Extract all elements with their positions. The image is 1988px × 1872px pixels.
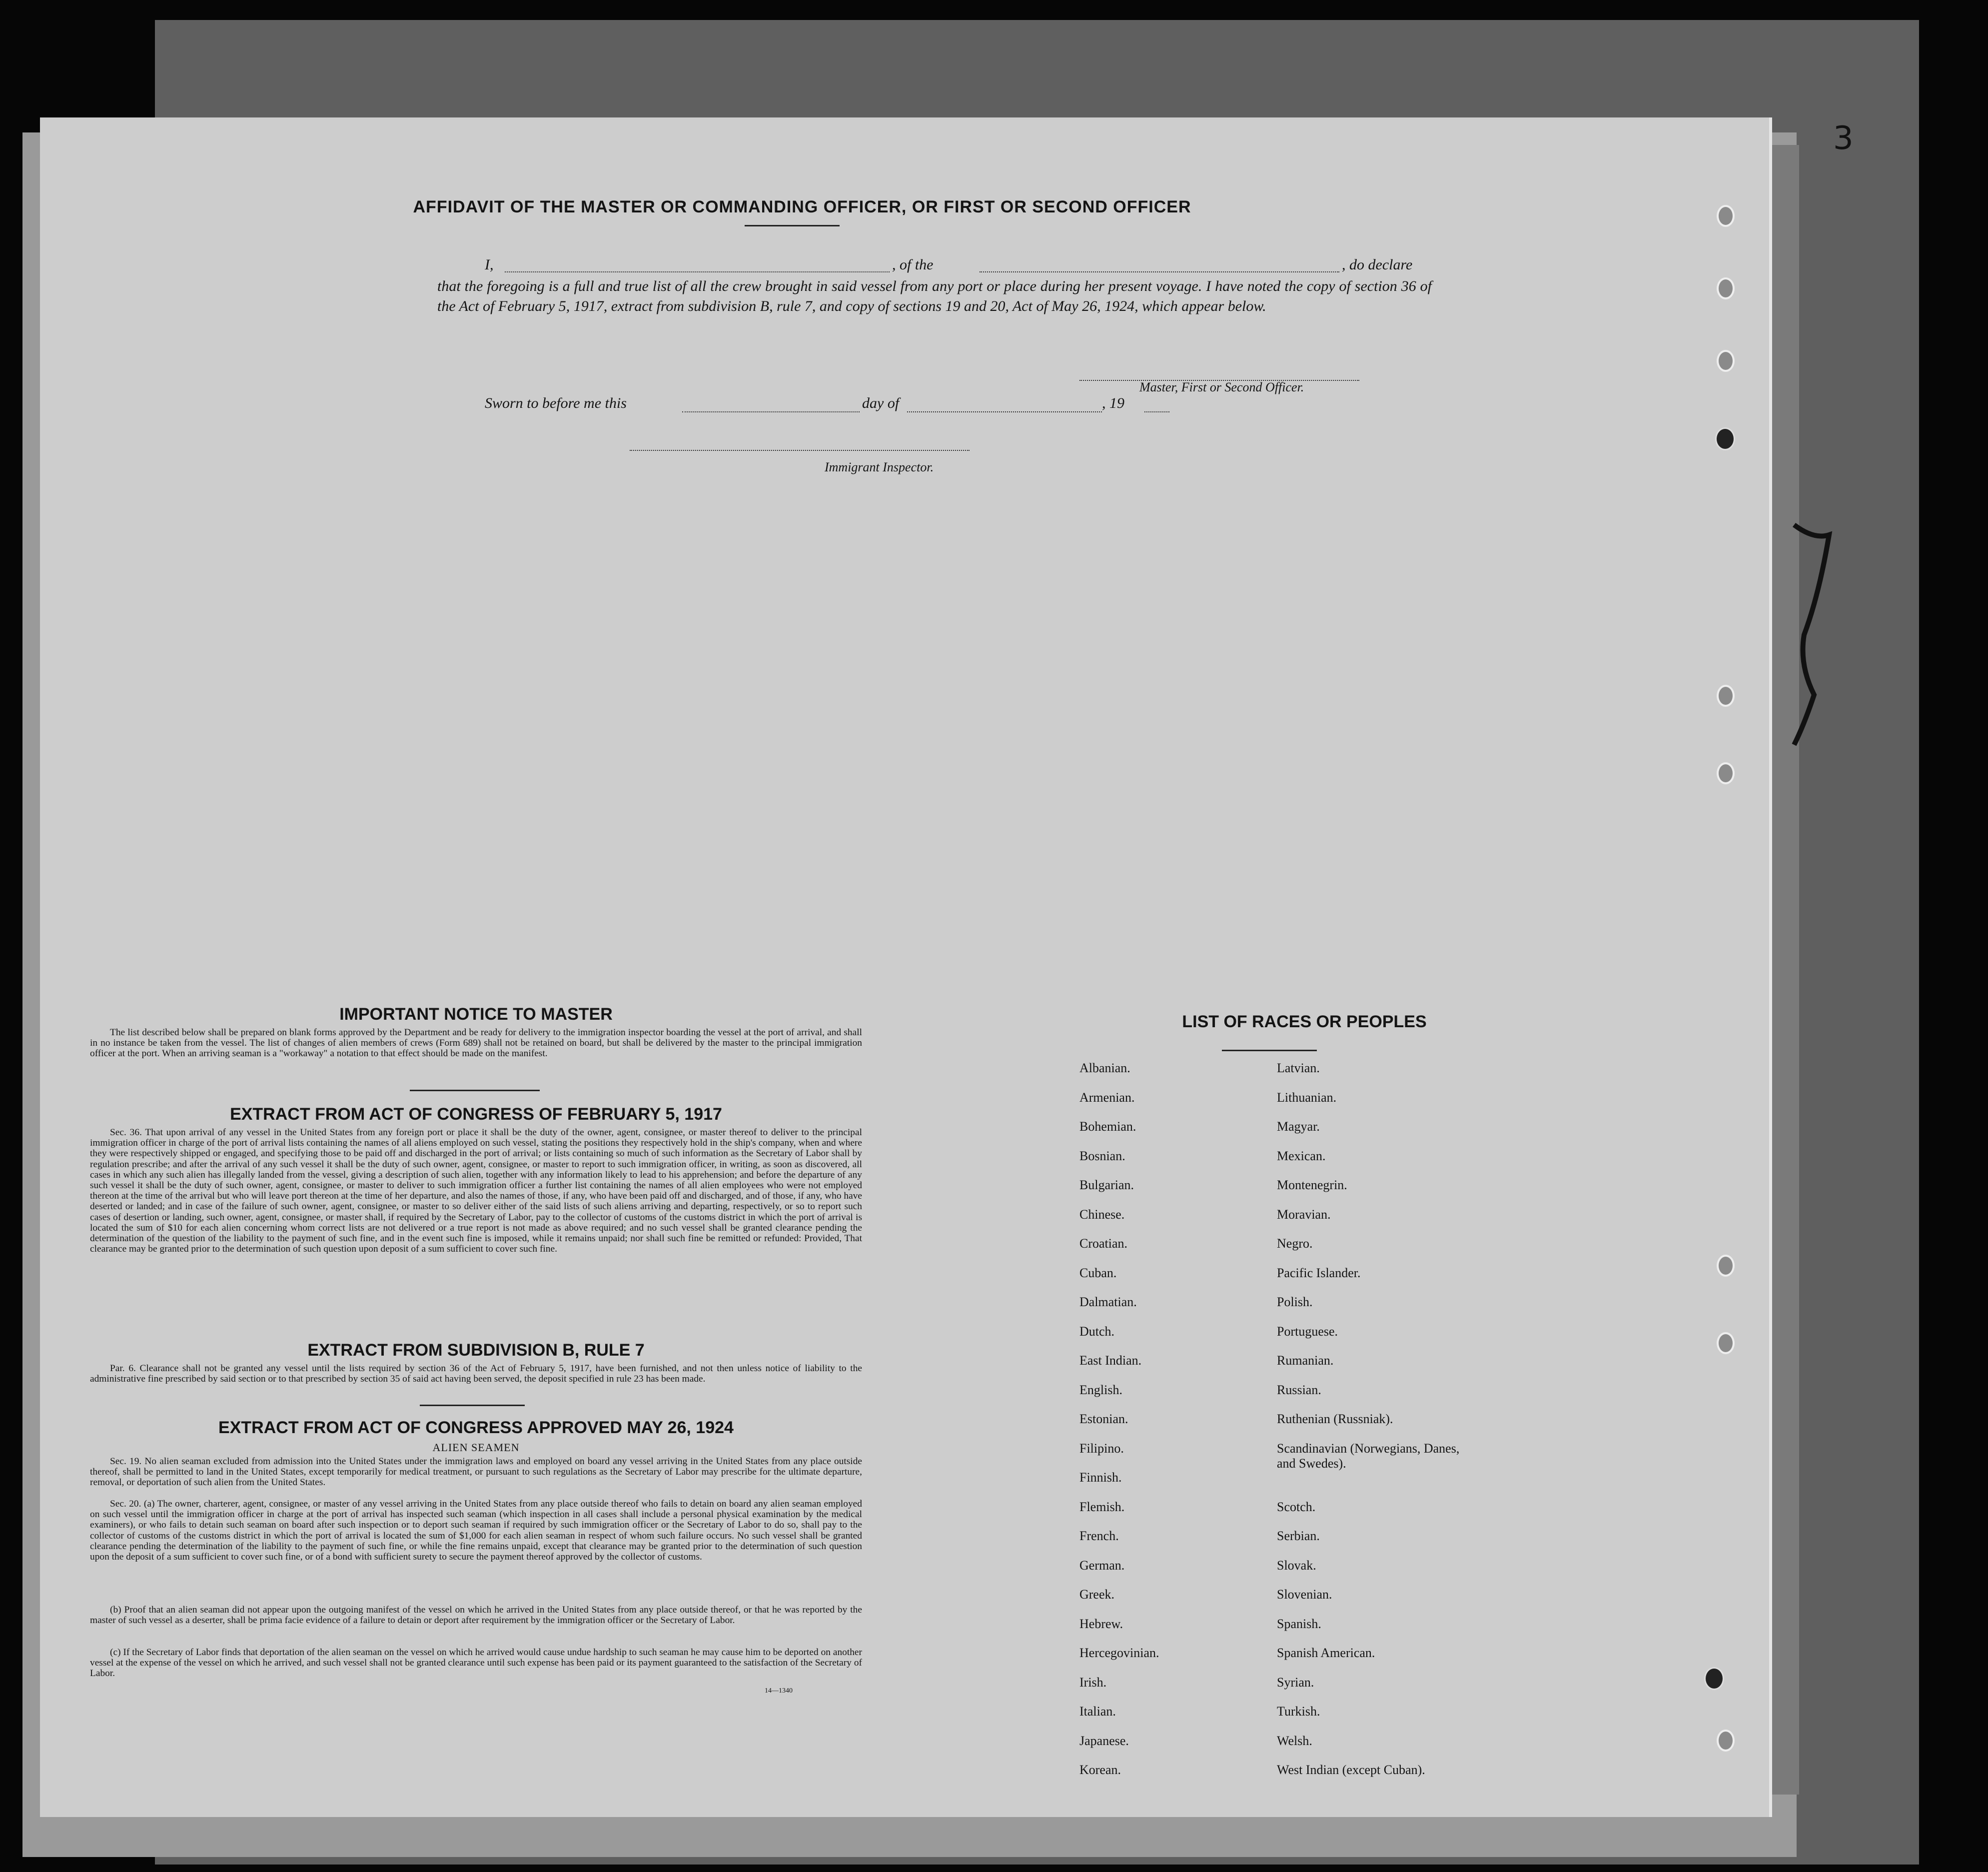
extract-1924-sec20c: (c) If the Secretary of Labor finds that deportation of the alien seaman on the vessel on which he arrived would cause undue hardship to such seaman he may cause him to be deported on another vessel at the expense of the vessel on which he arrived, and such vessel shall not be granted clearance until such expense has been paid or its payment guaranteed to the satisfaction of the Secretary of Labor. <box>90 1647 862 1679</box>
race-item: Scotch. <box>1277 1499 1316 1514</box>
races-title: LIST OF RACES OR PEOPLES <box>1182 1012 1427 1031</box>
affidavit-line1-i: I, <box>485 256 494 273</box>
race-item: Armenian. <box>1079 1090 1135 1105</box>
punch-hole <box>1717 762 1735 784</box>
divider <box>420 1405 525 1406</box>
affidavit-line1-of-the: , of the <box>892 256 934 273</box>
extract-1917-body: Sec. 36. That upon arrival of any vessel in the United States from any foreign port or place it shall be the duty of the owner, agent, consignee, or master thereof to deliver to the principal immigration officer in charge of the port of arrival lists containing the names of all aliens employed on such vessel, stating the positions they respectively hold in the ship's company, when and where they were respectively shipped or engaged, and specifying those to be paid off and discharged in the port of arrival; or lists containing so much of such information as the Secretary of Labor shall by regulation prescribe; and after the arrival of any such vessel it shall be the duty of such owner, agent, consignee, or master to report to such immigration officer, in writing, as soon as discovered, all cases in which any such alien has illegally landed from the vessel, giving a description of such alien, together with any information likely to lead to his apprehension; and before the departure of any such vessel it shall be the duty of such owner, agent, consignee, or master to deliver to such immigration officer a further list containing the names of all alien employees who were not employed thereon at the time of the arrival but who will leave port thereon at the time of her departure, and also the names of those, if any, who have been paid off and discharged, and of those, if any, who have deserted or landed; and in case of the failure of such owner, agent, consignee, or master to so deliver either of the said lists of such aliens arriving and departing, respectively, or so to report such cases of desertion or landing, such owner, agent, consignee, or master shall, if required by the Secretary of Labor, pay to the collector of customs of the customs district in which the port of arrival is located the sum of $10 for each alien concerning whom correct lists are not delivered or a true report is not made as above required; and no such vessel shall be granted clearance pending the determination of the question of the liability to the payment of such fine, and in the event such fine is imposed, while it remains unpaid; nor shall such fine be remitted or refunded: Provided, That clearance may be granted prior to the determination of such question upon deposit of a sum sufficient to cover such fine. <box>90 1127 862 1255</box>
name-blank-line <box>505 271 890 272</box>
race-item: Syrian. <box>1277 1675 1314 1690</box>
race-item: Hercegovinian. <box>1079 1646 1159 1660</box>
divider <box>745 225 840 226</box>
races-right-column <box>1277 1061 1462 1792</box>
race-item: Welsh. <box>1277 1733 1312 1748</box>
punch-hole <box>1717 1255 1735 1277</box>
race-item: Korean. <box>1079 1763 1121 1777</box>
inspector-signature-line <box>630 450 970 451</box>
race-item: Pacific Islander. <box>1277 1265 1361 1280</box>
race-item: Moravian. <box>1277 1207 1331 1222</box>
year-blank-line <box>1144 411 1169 412</box>
form-number: 14—1340 <box>765 1687 793 1695</box>
race-item: Irish. <box>1079 1675 1107 1690</box>
handwritten-mark <box>1784 515 1839 755</box>
race-item: Scandinavian (Norwegians, Danes, and Swedes). <box>1277 1441 1460 1471</box>
race-item: Chinese. <box>1079 1207 1125 1222</box>
divider <box>1222 1050 1317 1051</box>
extract-1924-title: EXTRACT FROM ACT OF CONGRESS APPROVED MAY 26, 1924 <box>218 1418 734 1437</box>
punch-hole <box>1717 350 1735 372</box>
race-item: Russian. <box>1277 1382 1321 1397</box>
divider <box>410 1090 540 1091</box>
race-item: Hebrew. <box>1079 1616 1123 1631</box>
race-item: Serbian. <box>1277 1529 1320 1543</box>
race-item: Croatian. <box>1079 1236 1128 1251</box>
race-item: Mexican. <box>1277 1148 1326 1163</box>
race-item: Slovak. <box>1277 1558 1316 1573</box>
race-item: Latvian. <box>1277 1061 1320 1075</box>
day-of-text: day of <box>862 395 900 411</box>
affidavit-title: AFFIDAVIT OF THE MASTER OR COMMANDING OFFICER, OR FIRST OR SECOND OFFICER <box>413 197 1191 216</box>
page-number-mark: 3 <box>1833 120 1854 157</box>
punch-hole <box>1717 1332 1735 1354</box>
race-item: Negro. <box>1277 1236 1313 1251</box>
race-item: Italian. <box>1079 1704 1116 1719</box>
race-item: Bohemian. <box>1079 1119 1136 1134</box>
race-item: West Indian (except Cuban). <box>1277 1763 1425 1777</box>
master-signature-label: Master, First or Second Officer. <box>1139 380 1304 394</box>
affidavit-body: that the foregoing is a full and true list of all the crew brought in said vessel from any port or place during her present voyage. I have noted the copy of section 36 of the Act of February 5, 1917, extract from subdivision B, rule 7, and copy of sections 19 and 20, Act of May 26, 1924, which appear below. <box>437 278 1432 314</box>
race-item: Bosnian. <box>1079 1148 1125 1163</box>
race-item: French. <box>1079 1529 1119 1543</box>
race-item: Japanese. <box>1079 1733 1129 1748</box>
day-blank-line <box>682 411 860 412</box>
punch-hole <box>1717 277 1735 299</box>
race-item: Cuban. <box>1079 1265 1117 1280</box>
race-item: Filipino. <box>1079 1441 1124 1456</box>
race-item: Estonian. <box>1079 1412 1128 1426</box>
race-item: Ruthenian (Russniak). <box>1277 1412 1393 1426</box>
extract-1924-sec20a: Sec. 20. (a) The owner, charterer, agent, consignee, or master of any vessel arriving in the United States from any place outside thereof who fails to detain on board any alien seaman employed on such vessel until the immigration officer in charge at the port of arrival has inspected such seaman (which inspection in all cases shall include a personal physical examination by the medical examiners), or who fails to detain such seaman on board after such inspection or to deport such seaman if required by such immigration officer or the Secretary of Labor to do so, shall pay to the collector of customs of the customs district in which the port of arrival is located the sum of $1,000 for each alien seaman in respect of whom such failure occurs. No such vessel shall be granted clearance pending the determination of the liability to the payment of such fine, or while the fine remains unpaid, except that clearance may be granted prior to the determination of such question upon the deposit of a sum sufficient to cover such fine, or of a bond with sufficient surety to secure the payment thereof approved by the collector of customs. <box>90 1499 862 1563</box>
punch-hole <box>1717 205 1735 227</box>
race-item: East Indian. <box>1079 1353 1142 1368</box>
race-item: English. <box>1079 1382 1122 1397</box>
year-text: , 19 <box>1102 395 1124 411</box>
notice-body: The list described below shall be prepared on blank forms approved by the Department and be ready for delivery to the immigration inspector boarding the vessel at the port of arrival, and shall in no instance be taken from the vessel. The list of changes of alien members of crews (Form 689) shall not be retained on board, but shall be delivered by the master to the principal immigration officer at the port. When an arriving seaman is a "workaway" a notation to that effect should be made on the manifest. <box>90 1027 862 1059</box>
race-item: Montenegrin. <box>1277 1178 1347 1192</box>
race-item: Albanian. <box>1079 1061 1130 1075</box>
race-item: Greek. <box>1079 1587 1115 1602</box>
race-item: German. <box>1079 1558 1125 1573</box>
punch-hole <box>1715 427 1735 450</box>
race-item: Flemish. <box>1079 1499 1125 1514</box>
race-item: Spanish American. <box>1277 1646 1375 1660</box>
document-page <box>40 117 1772 1817</box>
race-item: Rumanian. <box>1277 1353 1334 1368</box>
race-item: Polish. <box>1277 1295 1313 1309</box>
extract-rule7-title: EXTRACT FROM SUBDIVISION B, RULE 7 <box>307 1341 645 1360</box>
race-item: Finnish. <box>1079 1470 1122 1485</box>
notice-title: IMPORTANT NOTICE TO MASTER <box>339 1005 613 1024</box>
punch-hole <box>1717 1730 1735 1752</box>
race-item: Dutch. <box>1079 1324 1115 1339</box>
inspector-label: Immigrant Inspector. <box>825 460 934 474</box>
affidavit-line1-declare: , do declare <box>1342 256 1413 273</box>
race-item: Spanish. <box>1277 1616 1321 1631</box>
extract-1924-subtitle: ALIEN SEAMEN <box>432 1441 520 1454</box>
race-item: Turkish. <box>1277 1704 1320 1719</box>
punch-hole <box>1704 1667 1724 1690</box>
races-left-column <box>1079 1061 1159 1792</box>
race-item: Lithuanian. <box>1277 1090 1337 1105</box>
punch-hole <box>1717 685 1735 707</box>
extract-1917-title: EXTRACT FROM ACT OF CONGRESS OF FEBRUARY 5, 1917 <box>230 1105 722 1124</box>
sworn-text: Sworn to before me this <box>485 395 627 411</box>
race-item: Portuguese. <box>1277 1324 1338 1339</box>
extract-1924-sec20b: (b) Proof that an alien seaman did not appear upon the outgoing manifest of the vessel on which he arrived in the United States from any place outside thereof, or that he was reported by the master of such vessel as a deserter, shall be prima facie evidence of a failure to detain or deport after requirement by the immigration officer or the Secretary of Labor. <box>90 1605 862 1626</box>
race-item: Bulgarian. <box>1079 1178 1134 1192</box>
race-item: Slovenian. <box>1277 1587 1332 1602</box>
vessel-blank-line <box>980 271 1339 272</box>
month-blank-line <box>907 411 1102 412</box>
extract-1924-sec19: Sec. 19. No alien seaman excluded from admission into the United States under the immigration laws and employed on board any vessel arriving in the United States from any place outside thereof, shall be permitted to land in the United States, except temporarily for medical treatment, or pursuant to such regulations as the Secretary of Labor may prescribe for the ultimate departure, removal, or deportation of such alien from the United States. <box>90 1456 862 1488</box>
race-item: Magyar. <box>1277 1119 1320 1134</box>
extract-rule7-body: Par. 6. Clearance shall not be granted any vessel until the lists required by section 36 of the Act of February 5, 1917, have been furnished, and not then unless notice of liability to the administrative fine prescribed by said section or to that prescribed by section 35 of said act having been served, the deposit specified in rule 23 has been made. <box>90 1363 862 1385</box>
race-item: Dalmatian. <box>1079 1295 1137 1309</box>
